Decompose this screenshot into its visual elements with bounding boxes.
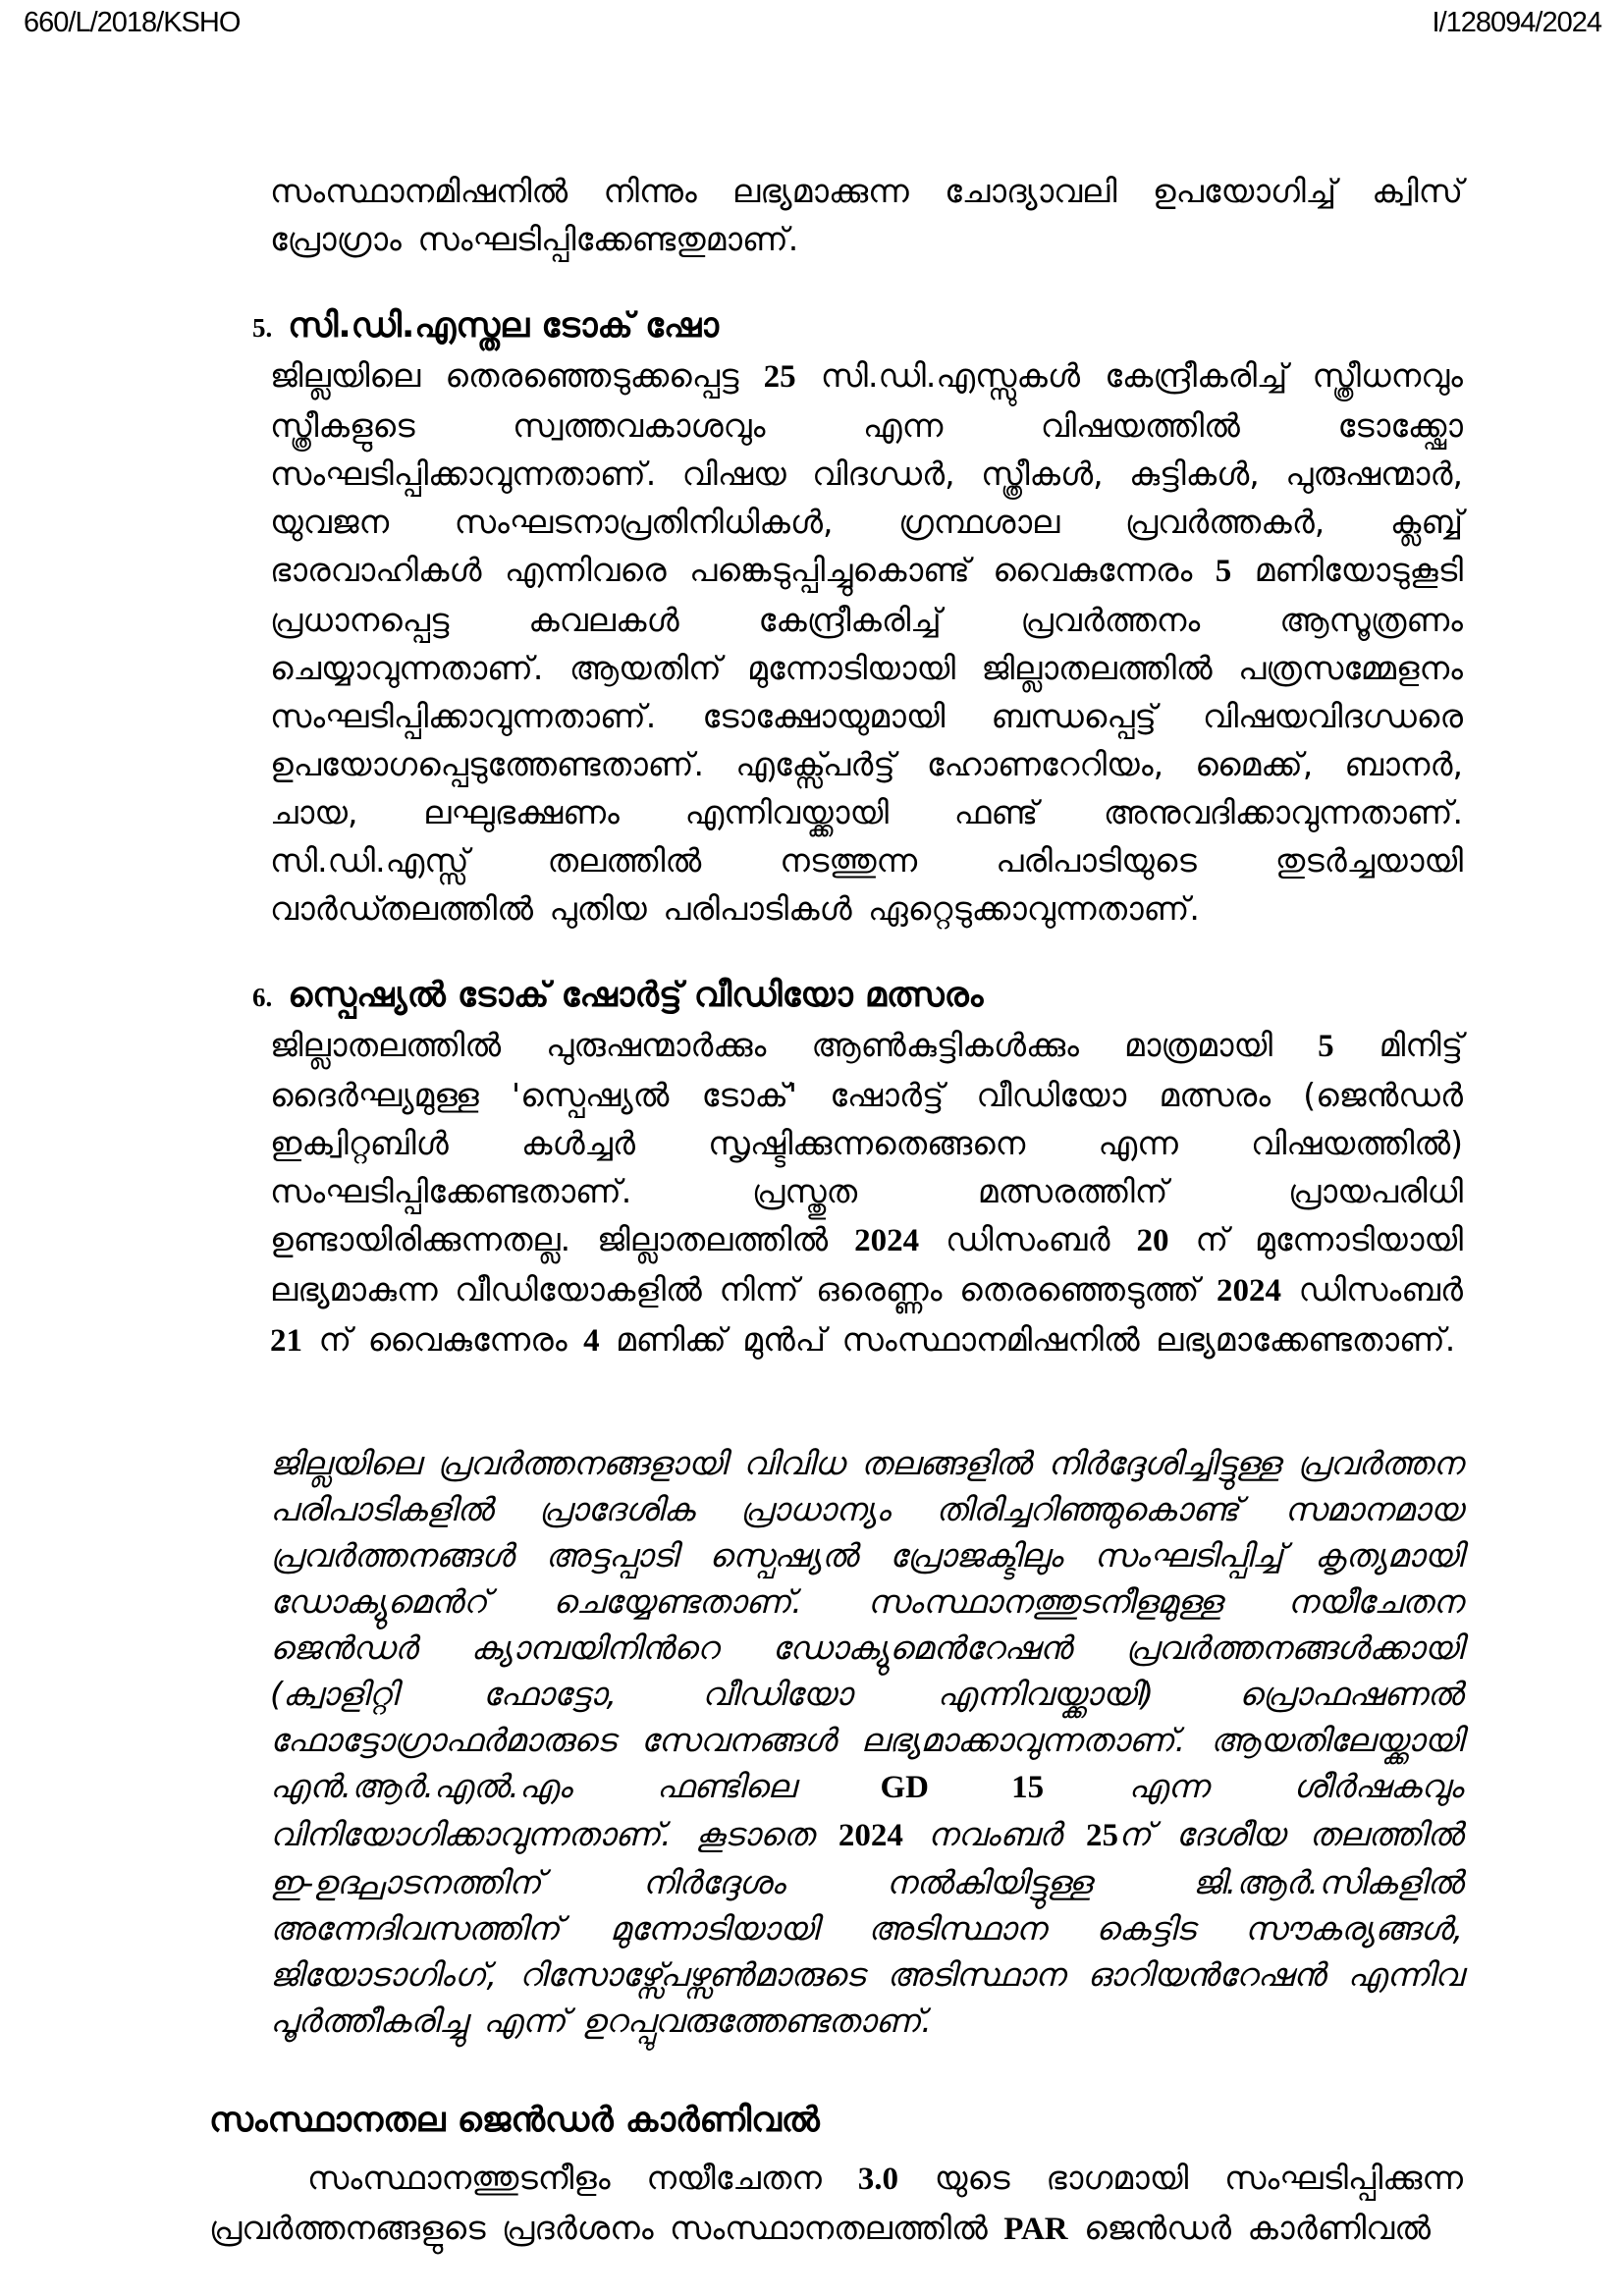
remarks-paragraph: ജില്ലയിലെ പ്രവർത്തനങ്ങളായി വിവിധ തലങ്ങളിൽ നിർദ്ദേശിച്ചിട്ടുള്ള പ്രവർത്തന പരിപാടികളിൽ പ്രാദേശിക പ്രാധാന്യം തിരിച്ചറിഞ്ഞുകൊണ്ട് സമാനമായ പ്രവർത്തനങ്ങൾ അട്ടപ്പാടി സ്പെഷ്യൽ പ്രോജക്ടിലും സംഘടിപ്പിച്ച് കൃത്യമായി ഡോക്യുമെൻറ് ചെയ്യേണ്ടതാണ്. സംസ്ഥാനത്തുടനീളമുള്ള നയീചേതന ജെൻഡർ ക്യാമ്പയിനിൻറെ ഡോക്യുമെൻറേഷൻ പ്രവർത്തനങ്ങൾക്കായി (ക്വാളിറ്റി ഫോട്ടോ, വീഡിയോ എന്നിവയ്ക്കായി) പ്രൊഫഷണൽ ഫോട്ടോഗ്രാഫർമാരുടെ സേവനങ്ങൾ ലഭ്യമാക്കാവുന്നതാണ്. ആയതിലേയ്ക്കായി എൻ.ആർ.എൽ.എം ഫണ്ടിലെ GD 15 എന്ന ശീർഷകവും വിനിയോഗിക്കാവുന്നതാണ്. കൂടാതെ 2024 നവംബർ 25ന് ദേശീയ തലത്തിൽ ഇ-ഉദ്ഘാടനത്തിന് നിർദ്ദേശം നൽകിയിട്ടുള്ള ജി.ആർ.സികളിൽ അന്നേദിവസത്തിന് മുന്നോടിയായി അടിസ്ഥാന കെട്ടിട സൗകര്യങ്ങൾ, ജിയോടാഗിംഗ്, റിസോഴ്സ്പേഴ്സൺമാരുടെ അടിസ്ഥാന ഓറിയൻറേഷൻ എന്നിവ പൂർത്തീകരിച്ചു എന്ന് ഉറപ്പുവരുത്തേണ്ടതാണ്. [270, 1443, 1464, 2040]
state-carnival-paragraph: സംസ്ഥാനത്തുടനീളം നയീചേതന 3.0 യുടെ ഭാഗമായി സംഘടിപ്പിക്കുന്ന പ്രവർത്തനങ്ങളുടെ പ്രദർശനം സംസ്ഥാനതലത്തിൽ PAR ജെൻഡർ കാർണിവൽ [209, 2158, 1464, 2247]
section-5-title: സി.ഡി.എസ്തല ടോക് ഷോ [288, 305, 720, 346]
state-carnival-block [0, 2044, 1623, 2254]
state-carnival-heading: സംസ്ഥാനതല ജെൻഡർ കാർണിവൽ [209, 2100, 820, 2140]
document-body [0, 39, 1623, 2044]
section-5-number: 5. [252, 312, 273, 343]
section-6-number: 6. [252, 982, 273, 1012]
page-header [0, 0, 1623, 39]
section-6-title: സ്പെഷ്യൽ ടോക് ഷോർട്ട് വീഡിയോ മത്സരം [288, 975, 984, 1015]
section-6-heading [252, 976, 1463, 1015]
section-6 [252, 975, 1464, 1365]
section-5-body: ജില്ലയിലെ തെരഞ്ഞെടുക്കപ്പെട്ട 25 സി.ഡി.എസ്സുകൾ കേന്ദ്രീകരിച്ച് സ്ത്രീധനവും സ്ത്രീകളുടെ സ്വത്തവകാശവും എന്ന വിഷയത്തിൽ ടോക്ക്ഷോ സംഘടിപ്പിക്കാവുന്നതാണ്. വിഷയ വിദഗ്ധർ, സ്ത്രീകൾ, കുട്ടികൾ, പുരുഷന്മാർ, യുവജന സംഘടനാപ്രതിനിധികൾ, ഗ്രന്ഥശാല പ്രവർത്തകർ, ക്ലബ്ബ് ഭാരവാഹികൾ എന്നിവരെ പങ്കെടുപ്പിച്ചുകൊണ്ട് വൈകുന്നേരം 5 മണിയോടുകൂടി പ്രധാനപ്പെട്ട കവലകൾ കേന്ദ്രീകരിച്ച് പ്രവർത്തനം ആസൂത്രണം ചെയ്യാവുന്നതാണ്. ആയതിന് മുന്നോടിയായി ജില്ലാതലത്തിൽ പത്രസമ്മേളനം സംഘടിപ്പിക്കാവുന്നതാണ്. ടോക്ഷോയുമായി ബന്ധപ്പെട്ട് വിഷയവിദഗ്ധരെ ഉപയോഗപ്പെടുത്തേണ്ടതാണ്. എക്സ്പേർട്ട് ഹോണറേറിയം, മൈക്ക്, ബാനർ, ചായ, ലഘുഭക്ഷണം എന്നിവയ്ക്കായി ഫണ്ട് അനുവദിക്കാവുന്നതാണ്. സി.ഡി.എസ്സ് തലത്തിൽ നടത്തുന്ന പരിപാടിയുടെ തുടർച്ചയായി വാർഡ്തലത്തിൽ പുതിയ പരിപാടികൾ ഏറ്റെടുക്കാവുന്നതാണ്. [270, 355, 1463, 928]
section-5 [252, 305, 1463, 933]
case-number: I/128094/2024 [1432, 7, 1601, 38]
section-6-body: ജില്ലാതലത്തിൽ പുരുഷന്മാർക്കും ആൺകുട്ടികൾക്കും മാത്രമായി 5 മിനിട്ട് ദൈർഘ്യമുള്ള 'സ്പെഷ്യൽ ടോക്' ഷോർട്ട് വീഡിയോ മത്സരം (ജെൻഡർ ഇക്വിറ്റബിൾ കൾച്ചർ സൃഷ്ടിക്കുന്നതെങ്ങനെ എന്ന വിഷയത്തിൽ) സംഘടിപ്പിക്കേണ്ടതാണ്. പ്രസ്തുത മത്സരത്തിന് പ്രായപരിധി ഉണ്ടായിരിക്കുന്നതല്ല. ജില്ലാതലത്തിൽ 2024 ഡിസംബർ 20 ന് മുന്നോടിയായി ലഭ്യമാകുന്ന വീഡിയോകളിൽ നിന്ന് ഒരെണ്ണം തെരഞ്ഞെടുത്ത് 2024 ഡിസംബർ 21 ന് വൈകുന്നേരം 4 മണിക്ക് മുൻപ് സംസ്ഥാനമിഷനിൽ ലഭ്യമാക്കേണ്ടതാണ്. [270, 1025, 1464, 1359]
file-number: 660/L/2018/KSHO [24, 7, 241, 38]
intro-paragraph: സംസ്ഥാനമിഷനിൽ നിന്നും ലഭ്യമാക്കുന്ന ചോദ്യാവലി ഉപയോഗിച്ച് ക്വിസ് പ്രോഗ്രാം സംഘടിപ്പിക്കേണ്ടതുമാണ്. [270, 171, 1463, 258]
section-5-heading [252, 306, 1463, 346]
